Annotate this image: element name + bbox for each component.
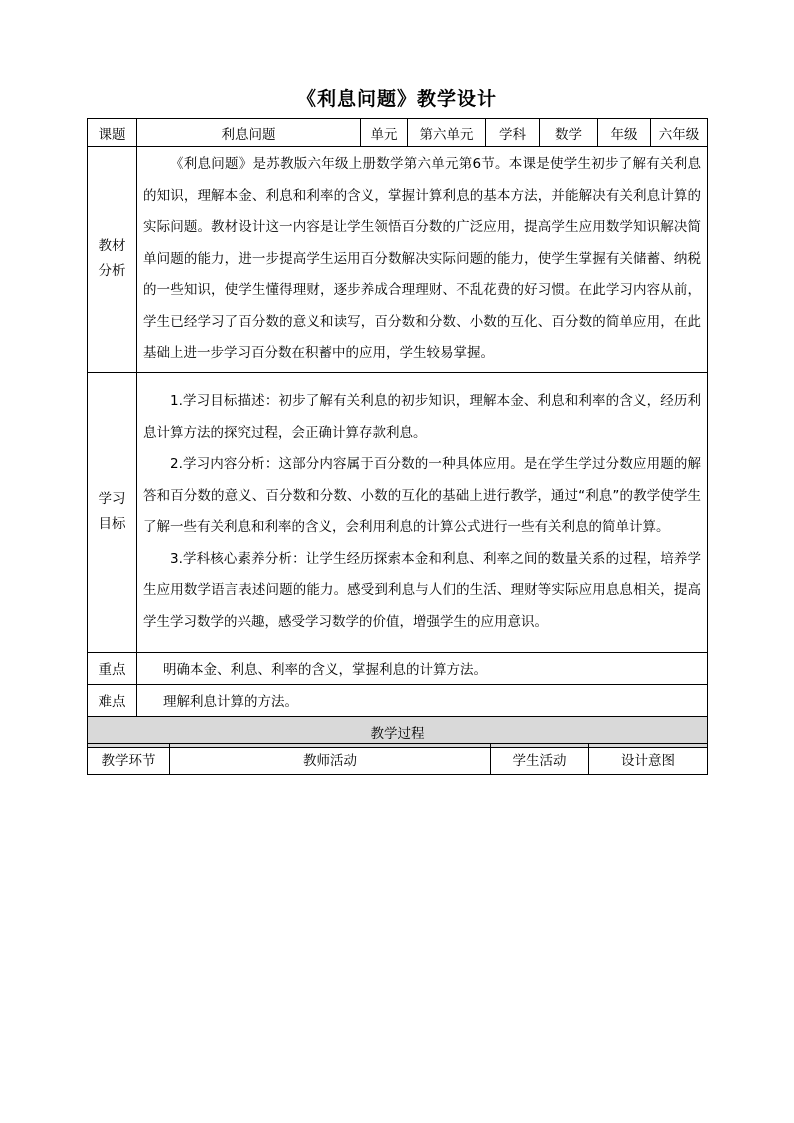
- key-point-label: 重点: [88, 652, 137, 684]
- lesson-plan-table: [87, 118, 708, 748]
- analysis-label-line2: 分析: [98, 263, 126, 280]
- course-label: 课题: [88, 119, 137, 147]
- goal-item-2: 2.学习内容分析：这部分内容属于百分数的一种具体应用。是在学生学过分数应用题的解答和百分数的意义、百分数和分数、小数的互化的基础上进行教学，通过“利息”的教学使学生了解一些有关利息和利率的含义，会利用利息的计算公式进行一些有关利息的简单计算。: [143, 456, 701, 535]
- subject-label: 学科: [486, 119, 540, 147]
- goals-label: [88, 372, 137, 652]
- key-point-row: [88, 652, 708, 684]
- subject-value: 数学: [540, 119, 598, 147]
- goals-label-line2: 目标: [98, 516, 126, 532]
- difficulty-label: 难点: [88, 684, 137, 716]
- unit-label: 单元: [361, 119, 408, 147]
- process-columns-row: [88, 744, 708, 775]
- course-value: 利息问题: [137, 119, 361, 147]
- analysis-row: [88, 147, 708, 373]
- column-design-intent: 设计意图: [589, 744, 708, 775]
- goals-label-line1: 学习: [98, 491, 126, 507]
- analysis-label-line1: 教材: [98, 238, 126, 255]
- analysis-label: [88, 147, 137, 373]
- column-stage: 教学环节: [88, 744, 170, 775]
- goal-item-3: 3.学科核心素养分析：让学生经历探索本金和利息、利率之间的数量关系的过程，培养学生应用数学语言表述问题的能力。感受到利息与人们的生活、理财等实际应用息息相关，提高学生学习数学的兴趣，感受学习数学的价值，增强学生的应用意识。: [143, 550, 701, 630]
- document-title: 《利息问题》教学设计: [296, 88, 497, 110]
- process-heading: 教学过程: [88, 716, 708, 747]
- goals-row: [88, 372, 708, 652]
- goals-cell: [137, 372, 708, 652]
- analysis-text: 《利息问题》是苏教版六年级上册数学第六单元第6节。本课是使学生初步了解有关利息的知识，理解本金、利息和利率的含义，掌握计算利息的基本方法，并能解决有关利息计算的实际问题。教材设计这一内容是让学生领悟百分数的广泛应用，提高学生应用数学知识解决简单问题的能力，进一步提高学生运用百分数解决实际问题的能力，使学生掌握有关储蓄、纳税的一些知识，使学生懂得理财，逐步养成合理理财、不乱花费的好习惯。在此学习内容从前，学生已经学习了百分数的意义和读写，百分数和分数、小数的互化、百分数的简单应用，在此基础上进一步学习百分数在积蓄中的应用，学生较易掌握。: [143, 156, 701, 361]
- column-teacher-activity: 教师活动: [170, 744, 491, 775]
- grade-label: 年级: [598, 119, 651, 147]
- header-row: [88, 119, 708, 147]
- key-point-text: 明确本金、利息、利率的含义，掌握利息的计算方法。: [137, 652, 708, 684]
- grade-value: 六年级: [651, 119, 708, 147]
- difficulty-text: 理解利息计算的方法。: [137, 684, 708, 716]
- process-columns-table: [87, 743, 708, 775]
- difficulty-row: [88, 684, 708, 716]
- unit-value: 第六单元: [408, 119, 486, 147]
- goal-item-1: 1.学习目标描述：初步了解有关利息的初步知识，理解本金、利息和利率的含义，经历利息计算方法的探究过程，会正确计算存款利息。: [143, 393, 701, 441]
- column-student-activity: 学生活动: [491, 744, 589, 775]
- analysis-cell: [137, 147, 708, 373]
